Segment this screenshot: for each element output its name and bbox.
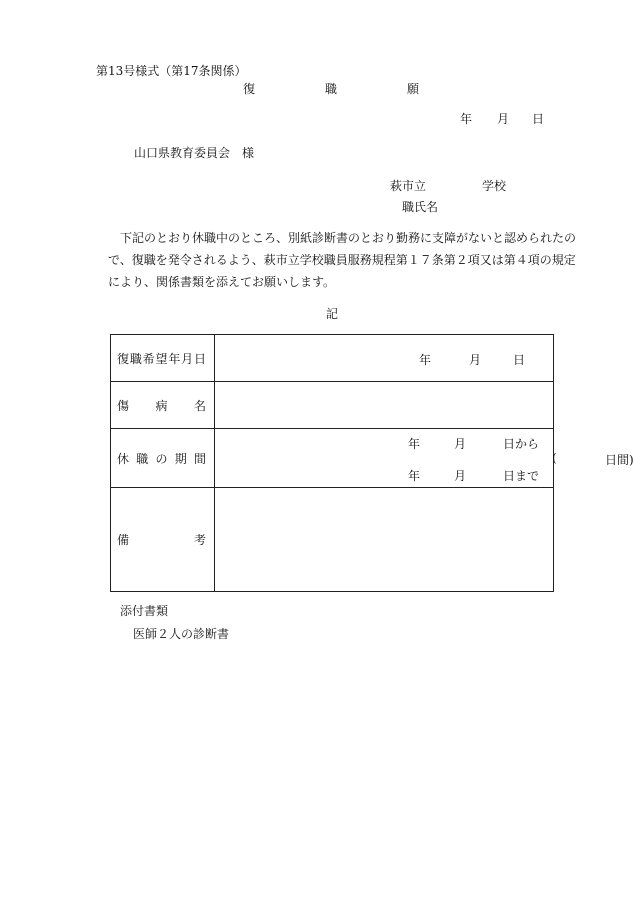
desired-day: 日 xyxy=(513,353,526,367)
ki-heading: 記 xyxy=(326,307,339,321)
date-day: 日 xyxy=(532,112,545,126)
school-suffix: 学校 xyxy=(482,179,507,193)
to-day: 日まで xyxy=(503,469,540,483)
label-char: 月 xyxy=(181,351,194,366)
remarks-cell[interactable] xyxy=(215,488,554,592)
to-month: 月 xyxy=(454,469,467,483)
title-char: 職 xyxy=(325,82,338,96)
to-year: 年 xyxy=(408,469,421,483)
label-char: 職 xyxy=(129,351,142,366)
label-char: 復 xyxy=(117,351,130,366)
desired-month: 月 xyxy=(469,353,482,367)
from-day: 日から xyxy=(503,437,540,451)
desired-date-cell[interactable] xyxy=(215,335,554,382)
label-char: 備 xyxy=(117,533,130,547)
label-char: 年 xyxy=(168,351,181,366)
label-cell xyxy=(111,382,215,429)
label-char: 期 xyxy=(174,451,187,466)
attachments-title: 添付書類 xyxy=(120,604,169,618)
days-open-paren: ( xyxy=(552,451,557,465)
body-line: 下記のとおり休職中のところ、別紙診断書のとおり勤務に支障がないと認められたの xyxy=(120,231,577,245)
label-cell xyxy=(111,429,215,488)
label-char: 職 xyxy=(136,451,149,466)
date-year: 年 xyxy=(460,112,473,126)
table-row xyxy=(111,382,554,429)
label-char: 日 xyxy=(193,351,206,366)
school-prefix: 萩市立 xyxy=(390,179,427,193)
label-char: 望 xyxy=(155,351,168,366)
body-paragraph xyxy=(108,227,577,293)
details-table xyxy=(110,334,634,592)
label-char: 休 xyxy=(117,451,130,466)
body-line: で、復職を発令されるよう、萩市立学校職員服務規程第１７条第２項又は第４項の規定 xyxy=(108,253,576,267)
desired-year: 年 xyxy=(419,353,432,367)
label-char: の xyxy=(155,451,168,466)
form-number: 第13号様式（第17条関係） xyxy=(96,64,247,78)
disease-name-cell[interactable] xyxy=(215,382,554,429)
name-label: 職氏名 xyxy=(402,200,439,214)
addressee: 山口県教育委員会 様 xyxy=(134,146,255,160)
table-row xyxy=(111,429,554,488)
days-label: 日間) xyxy=(605,453,634,467)
label-cell xyxy=(111,335,215,382)
date-month: 月 xyxy=(497,112,510,126)
label-char: 考 xyxy=(193,533,206,547)
document-title xyxy=(0,80,630,96)
label-char: 間 xyxy=(193,451,206,466)
leave-period-cell[interactable] xyxy=(215,429,634,488)
from-year: 年 xyxy=(408,437,421,451)
label-char: 名 xyxy=(193,398,206,413)
label-char: 病 xyxy=(155,398,168,413)
label-char: 傷 xyxy=(117,398,130,413)
body-line: により、関係書類を添えてお願いします。 xyxy=(108,275,336,289)
label-char: 希 xyxy=(142,351,155,366)
from-month: 月 xyxy=(454,437,467,451)
table-row xyxy=(111,488,554,592)
title-char: 願 xyxy=(407,82,420,96)
title-char: 復 xyxy=(243,82,256,96)
table-row xyxy=(111,335,554,382)
attachments-item: 医師２人の診断書 xyxy=(133,627,230,641)
label-cell xyxy=(111,488,215,592)
